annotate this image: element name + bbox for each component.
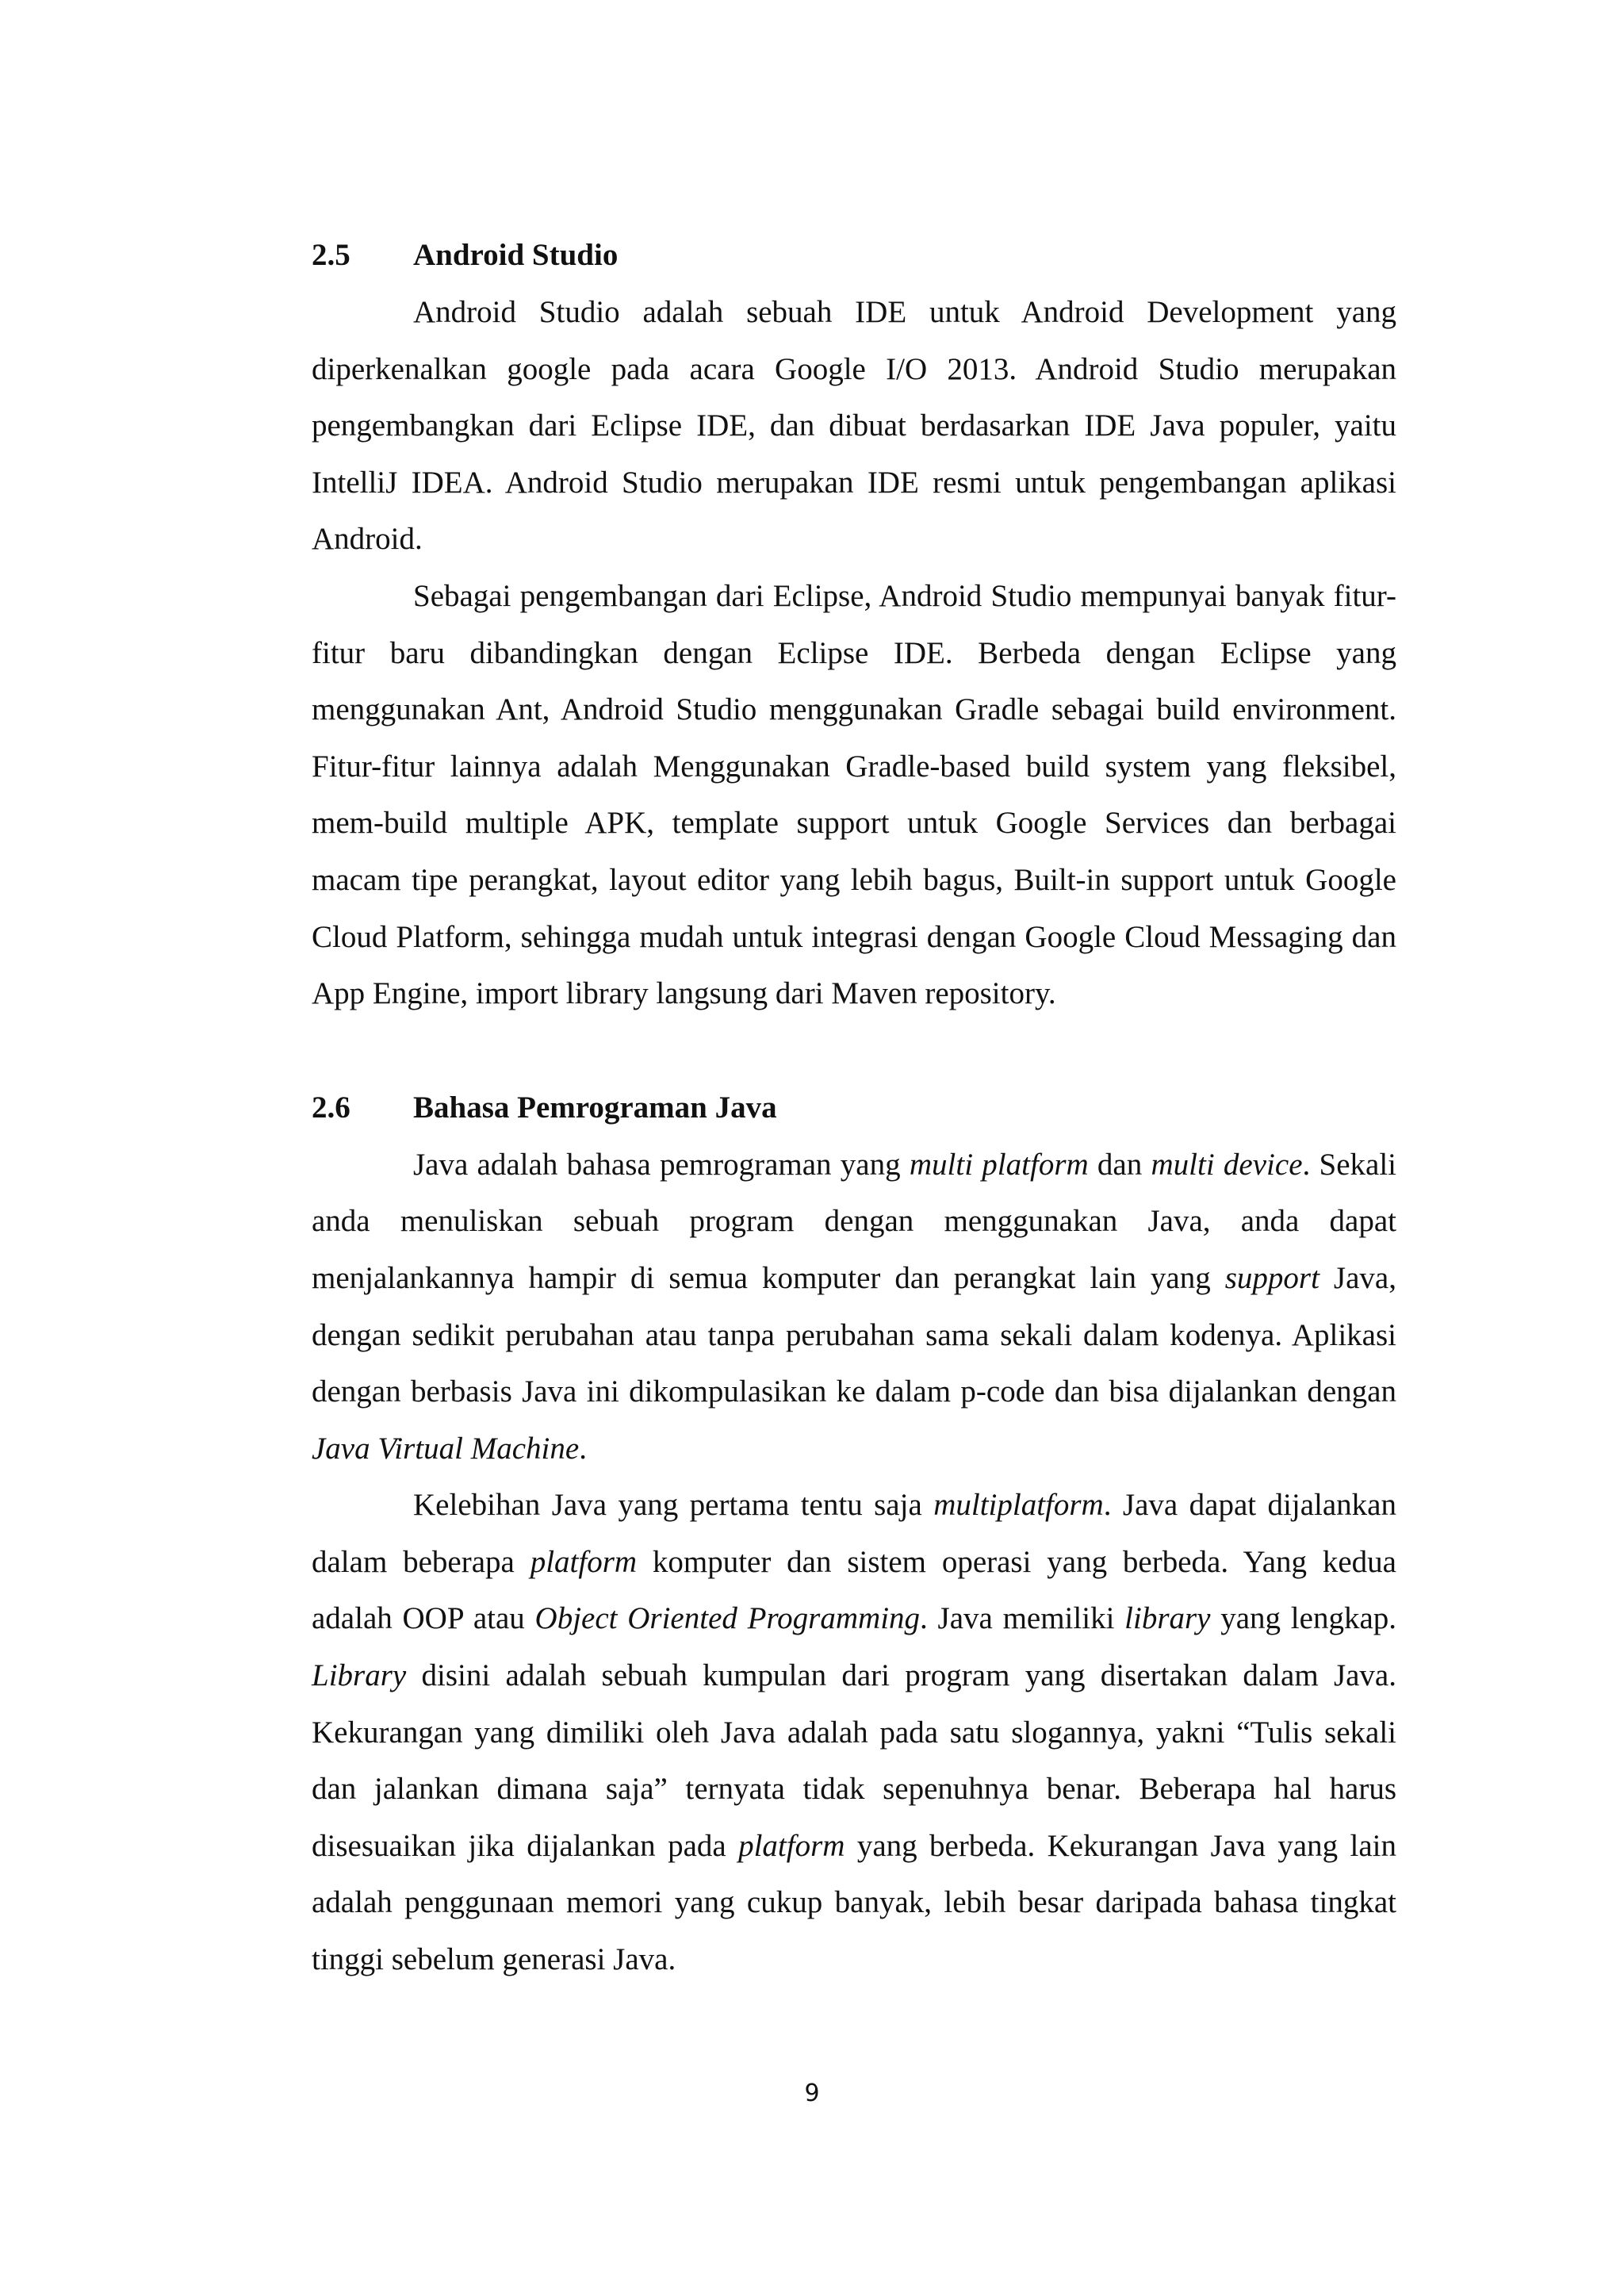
section-number: 2.5: [312, 238, 350, 272]
text-run: . Java memiliki: [920, 1601, 1125, 1636]
text-run: . Java dapat dijalankan dalam beberapa: [312, 1488, 1396, 1579]
text-run: .: [579, 1431, 587, 1466]
text-run: disini adalah sebuah kumpulan dari program yang disertakan dalam Java. Kekurangan yang dimiliki oleh Java adalah pada satu slogannya, yakni “Tulis sekali dan jalankan dimana saja” ternyata tidak sepenuhnya benar. Beberapa hal harus disesuaikan jika dijalankan pada: [312, 1658, 1396, 1863]
text-run: yang lengkap.: [1210, 1601, 1397, 1636]
italic-term: multi device: [1151, 1147, 1303, 1182]
page-number: 9: [804, 2079, 820, 2107]
section-number: 2.6: [312, 1090, 350, 1125]
section-spacer: [312, 1022, 1396, 1079]
text-run: Kelebihan Java yang pertama tentu saja: [413, 1488, 934, 1523]
italic-term: platform: [738, 1828, 845, 1863]
text-run: Java adalah bahasa pemrograman yang: [413, 1147, 910, 1182]
italic-term: Java Virtual Machine: [312, 1431, 580, 1466]
page-content: [312, 227, 1396, 1988]
paragraph-android-studio-intro: Android Studio adalah sebuah IDE untuk Android Development yang diperkenalkan google pada acara Google I/O 2013. Android Studio merupakan pengembangkan dari Eclipse IDE, dan dibuat berdasarkan IDE Java populer, yaitu IntelliJ IDEA. Android Studio merupakan IDE resmi untuk pengembangan aplikasi Android.: [312, 295, 1396, 557]
italic-term: library: [1124, 1601, 1211, 1636]
italic-term: support: [1224, 1260, 1320, 1295]
paragraph-java-intro: [312, 1137, 1396, 1478]
text-run: Java, dengan sedikit perubahan atau tanpa perubahan sama sekali dalam kodenya. Aplikasi dengan berbasis Java ini dikompulasikan ke dalam p-code dan bisa dijalankan dengan: [312, 1260, 1396, 1409]
italic-term: Library: [312, 1658, 407, 1693]
section-title: Bahasa Pemrograman Java: [413, 1090, 777, 1125]
text-run: dan: [1088, 1147, 1151, 1182]
paragraph-android-studio-features: Sebagai pengembangan dari Eclipse, Android Studio mempunyai banyak fitur-fitur baru dibandingkan dengan Eclipse IDE. Berbeda dengan Eclipse yang menggunakan Ant, Android Studio menggunakan Gradle sebagai build environment. Fitur-fitur lainnya adalah Menggunakan Gradle-based build system yang fleksibel, mem-build multiple APK, template support untuk Google Services dan berbagai macam tipe perangkat, layout editor yang lebih bagus, Built-in support untuk Google Cloud Platform, sehingga mudah untuk integrasi dengan Google Cloud Messaging dan App Engine, import library langsung dari Maven repository.: [312, 578, 1396, 1011]
text-run: yang berbeda. Kekurangan Java yang lain adalah penggunaan memori yang cukup banyak, lebih besar daripada bahasa tingkat tinggi sebelum generasi Java.: [312, 1828, 1396, 1977]
paragraph-java-pros-cons: [312, 1477, 1396, 1987]
italic-term: Object Oriented Programming: [534, 1601, 921, 1636]
italic-term: multiplatform: [933, 1488, 1104, 1523]
section-title: Android Studio: [413, 238, 619, 272]
italic-term: platform: [530, 1544, 638, 1579]
text-run: komputer dan sistem operasi yang berbeda. Yang kedua adalah OOP atau: [312, 1544, 1396, 1636]
section-heading-2-6: [312, 1079, 1396, 1137]
text-run: . Sekali anda menuliskan sebuah program dengan menggunakan Java, anda dapat menjalankannya hampir di semua komputer dan perangkat lain yang: [312, 1147, 1397, 1295]
italic-term: multi platform: [909, 1147, 1089, 1182]
section-heading-2-5: [312, 227, 1396, 284]
